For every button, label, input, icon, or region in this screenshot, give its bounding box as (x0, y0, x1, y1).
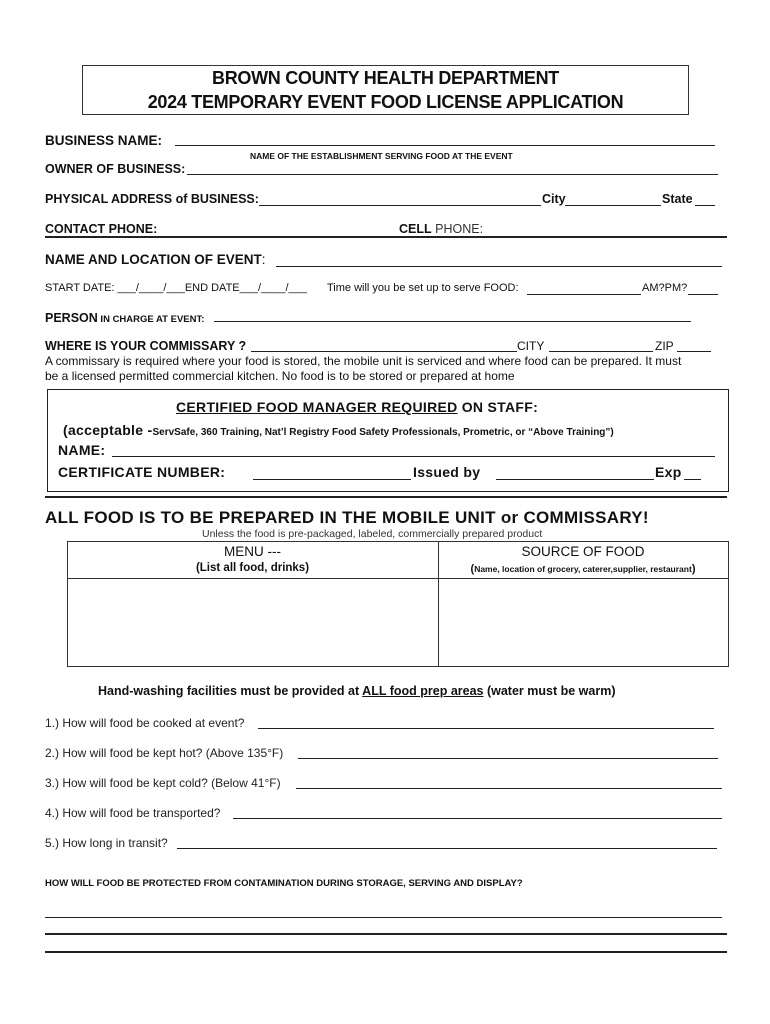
exp-line (684, 479, 701, 480)
contamination-answer-line-2 (45, 933, 727, 935)
department-title: BROWN COUNTY HEALTH DEPARTMENT (212, 68, 559, 88)
table-header-divider (67, 578, 728, 579)
commissary-city-field[interactable] (551, 337, 651, 351)
owner-field[interactable] (190, 160, 715, 174)
state-label: State (662, 192, 693, 206)
question-kept-hot-line (298, 758, 718, 759)
source-subheader: (Name, location of grocery, caterer,supplier, restaurant) (470, 563, 696, 575)
certificate-number-line (253, 479, 411, 480)
commissary-note-2: be a licensed permitted commercial kitchen. No food is to be stored or prepared at home (45, 369, 515, 383)
contamination-question: HOW WILL FOOD BE PROTECTED FROM CONTAMINATION DURING STORAGE, SERVING AND DISPLAY? (45, 878, 523, 889)
city-line (565, 205, 661, 206)
business-name-field[interactable] (180, 131, 710, 145)
question-kept-hot-field[interactable] (300, 744, 716, 758)
acceptable-certifications: (acceptable -ServSafe, 360 Training, Nat’l Registry Food Safety Professionals, Prometric, or “Above Training”) (63, 422, 614, 438)
application-title: 2024 TEMPORARY EVENT FOOD LICENSE APPLICATION (147, 92, 624, 112)
business-name-label: BUSINESS NAME: (45, 133, 163, 148)
address-line (259, 205, 541, 206)
state-field[interactable] (695, 191, 715, 205)
address-field[interactable] (262, 191, 538, 205)
issued-by-field[interactable] (498, 465, 652, 479)
ampm-label: AM?PM? (642, 282, 688, 294)
commissary-note-1: A commissary is required where your food is stored, the mobile unit is serviced and where food can be prepared. It must (45, 354, 682, 368)
question-kept-hot: 2.) How will food be kept hot? (Above 135°F) (45, 746, 284, 760)
manager-name-field[interactable] (114, 442, 712, 456)
contamination-answer-line-1 (45, 917, 722, 918)
cell-phone-field[interactable] (490, 220, 720, 234)
person-in-charge-label: PERSON IN CHARGE AT EVENT: (45, 311, 205, 325)
exp-label: Exp (655, 464, 682, 480)
menu-subheader: (List all food, drinks) (195, 562, 310, 574)
city-label: City (542, 192, 566, 206)
person-in-charge-line (214, 321, 691, 322)
contamination-answer-line-3 (45, 951, 727, 953)
commissary-zip-field[interactable] (678, 337, 710, 351)
contamination-answer-field-2[interactable] (47, 919, 723, 933)
commissary-zip-line (677, 351, 711, 352)
contact-phone-field[interactable] (165, 220, 390, 234)
source-list-field[interactable] (442, 582, 728, 666)
certificate-number-field[interactable] (255, 465, 409, 479)
menu-header: MENU --- (224, 544, 281, 559)
menu-list-field[interactable] (70, 582, 438, 666)
address-label: PHYSICAL ADDRESS of BUSINESS: (45, 192, 259, 206)
question-cooked: 1.) How will food be cooked at event? (45, 716, 245, 730)
setup-time-field[interactable] (529, 280, 639, 294)
manager-name-line (112, 456, 715, 457)
person-in-charge-field[interactable] (216, 307, 686, 321)
event-dates: START DATE: ___/____/___END DATE___/____/___ (45, 282, 307, 294)
question-transported-field[interactable] (235, 804, 720, 818)
city-field[interactable] (567, 191, 659, 205)
handwashing-notice: Hand-washing facilities must be provided at ALL food prep areas (water must be warm) (98, 684, 616, 698)
certified-heading: CERTIFIED FOOD MANAGER REQUIRED ON STAFF: (176, 399, 539, 415)
commissary-label: WHERE IS YOUR COMMISSARY ? (45, 339, 247, 353)
question-cooked-line (258, 728, 714, 729)
commissary-city-line (549, 351, 653, 352)
question-transit-time-line (177, 848, 717, 849)
commissary-field[interactable] (253, 337, 515, 351)
owner-label: OWNER OF BUSINESS: (45, 162, 186, 176)
manager-name-label: NAME: (58, 442, 106, 458)
commissary-line (251, 351, 517, 352)
table-column-divider (438, 541, 439, 666)
owner-line (187, 174, 718, 175)
setup-time-label: Time will you be set up to serve FOOD: (327, 282, 519, 294)
cell-phone-label: CELL PHONE: (399, 222, 484, 236)
business-name-line (175, 145, 715, 146)
event-name-line (276, 266, 722, 267)
contamination-answer-field-3[interactable] (47, 937, 723, 951)
issued-by-label: Issued by (413, 464, 481, 480)
event-name-location-label: NAME AND LOCATION OF EVENT: (45, 252, 266, 267)
ampm-line (688, 294, 718, 295)
exp-field[interactable] (684, 465, 701, 479)
question-kept-cold-field[interactable] (298, 774, 720, 788)
mobile-unit-subheading: Unless the food is pre-packaged, labeled, commercially prepared product (202, 528, 543, 540)
certificate-number-label: CERTIFICATE NUMBER: (58, 464, 226, 480)
commissary-city-label: CITY (517, 339, 545, 353)
question-kept-cold: 3.) How will food be kept cold? (Below 41°F) (45, 776, 281, 790)
question-cooked-field[interactable] (260, 714, 712, 728)
state-line (695, 205, 715, 206)
contact-divider (45, 236, 727, 238)
section-divider (45, 496, 727, 498)
source-header: SOURCE OF FOOD (521, 544, 645, 559)
question-transit-time: 5.) How long in transit? (45, 836, 168, 850)
question-transit-time-field[interactable] (179, 834, 715, 848)
contact-phone-label: CONTACT PHONE: (45, 222, 158, 236)
event-name-field[interactable] (278, 252, 720, 266)
contamination-answer-field-1[interactable] (47, 902, 719, 916)
question-kept-cold-line (296, 788, 722, 789)
setup-time-line (527, 294, 641, 295)
question-transported: 4.) How will food be transported? (45, 806, 221, 820)
issued-by-line (496, 479, 654, 480)
mobile-unit-heading: ALL FOOD IS TO BE PREPARED IN THE MOBILE UNIT or COMMISSARY! (45, 508, 649, 527)
business-name-hint: NAME OF THE ESTABLISHMENT SERVING FOOD AT THE EVENT (250, 151, 513, 161)
question-transported-line (233, 818, 722, 819)
commissary-zip-label: ZIP (655, 339, 674, 353)
